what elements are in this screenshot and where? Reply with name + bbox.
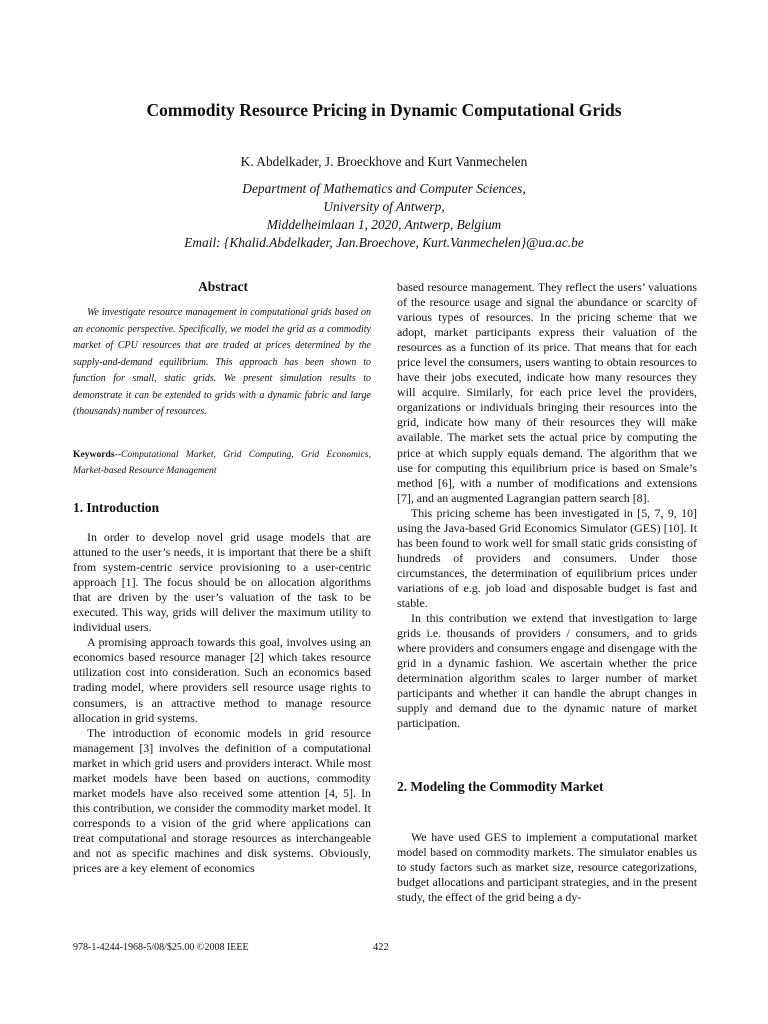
keywords <box>73 447 371 479</box>
body-paragraph: The introduction of economic models in grid resource management [3] involves the definition of a computational market in which grid users and providers interact. While most market models have been based on auctions, commodity market models have also received some attention [4, 5]. In this contribution, we consider the commodity market model. It corresponds to a vision of the grid where applications can treat computational and storage resources as interchangeable and not as specific machines and disk systems. Obviously, prices are a key element of economics <box>73 725 371 876</box>
section-heading-commodity-market: 2. Modeling the Commodity Market <box>397 779 604 794</box>
body-paragraph: based resource management. They reflect the users’ valuations of the resource usage and signal the abundance or scarcity of various types of resources. In the pricing scheme that we adopt, market participants express their valuation of the resources as a function of its price. That means that for each price level the consumers, users wanting to obtain resources to have their jobs executed, indicate how many resources they will acquire. Similarly, for each price level the providers, organizations or individuals bringing their resources into the grid, indicate how many of their resources they will make available. The market sets the actual price by computing the price at which supply equals demand. The algorithm that we use for computing this equilibrium price is based on Smale’s method [6], with a number of modifications and extensions [7], and an augmented Lagrangian pattern search [8]. <box>397 280 697 505</box>
paper-title: Commodity Resource Pricing in Dynamic Computational Grids <box>146 100 622 120</box>
body-paragraph: A promising approach towards this goal, involves using an economics based resource manager [2] which takes resource utilization cost into consideration. Such an economics based trading model, where providers sell resource usage rights to consumers, is an attractive method to manage resource allocation in grid systems. <box>73 635 371 725</box>
affiliation-line: Department of Mathematics and Computer Sciences, <box>242 181 526 196</box>
body-paragraph: In order to develop novel grid usage models that are attuned to the user’s needs, it is important that there be a shift from system-centric service provisioning to a user-centric approach [1]. The focus should be on allocation algorithms that are driven by the user’s valuation of the task to be executed. This way, grids will deliver the maximum utility to individual users. <box>73 530 371 635</box>
body-paragraph: We have used GES to implement a computational market model based on commodity markets. The simulator enables us to study factors such as market size, resource categorizations, budget allocations and participant strategies, and in the present study, the effect of the grid being a dy- <box>397 830 697 905</box>
affiliation-block <box>0 180 768 252</box>
body-paragraph: This pricing scheme has been investigated in [5, 7, 9, 10] using the Java-based Grid Economics Simulator (GES) [10]. It has been found to work well for small static grids consisting of hundreds of providers and consumers. Under those circumstances, the determination of equilibrium prices under variations of e.g. job load and disposable budget is fast and stable. <box>397 505 697 610</box>
affiliation-line: Middelheimlaan 1, 2020, Antwerp, Belgium <box>266 217 502 232</box>
section-heading-introduction: 1. Introduction <box>73 500 160 515</box>
abstract-paragraph: We investigate resource management in computational grids based on an economic perspective. Specifically, we model the grid as a commodity market of CPU resources that are traded at prices determined by the supply-and-demand equilibrium. This approach has been shown to function for small, static grids. We present simulation results to demonstrate it can be extended to grids with a dynamic fabric and large (thousands) number of resources. <box>73 307 371 417</box>
page-number: 422 <box>373 942 389 953</box>
abstract-text <box>73 305 371 421</box>
right-column-body <box>397 280 697 731</box>
introduction-body <box>73 530 371 876</box>
affiliation-email: Email: {Khalid.Abdelkader, Jan.Broechove, Kurt.Vanmechelen}@ua.ac.be <box>184 235 584 250</box>
keywords-text: --Computational Market, Grid Computing, Grid Economics, Market-based Resource Management <box>73 449 371 476</box>
copyright-footer: 978-1-4244-1968-5/08/$25.00 ©2008 IEEE <box>73 942 249 953</box>
section2-body <box>397 830 697 905</box>
abstract-heading: Abstract <box>198 279 248 294</box>
body-paragraph: In this contribution we extend that investigation to large grids i.e. thousands of providers / consumers, and to grids where providers and consumers engage and disengage with the grid in a dynamic fashion. We ascertain whether the price determination algorithm scales to larger number of market participants and whether it can handle the abrupt changes in supply and demand due to the dynamic nature of market participation. <box>397 611 697 731</box>
keywords-label: Keywords <box>73 449 115 460</box>
affiliation-line: University of Antwerp, <box>323 199 445 214</box>
paper-authors: K. Abdelkader, J. Broeckhove and Kurt Vanmechelen <box>240 154 528 169</box>
